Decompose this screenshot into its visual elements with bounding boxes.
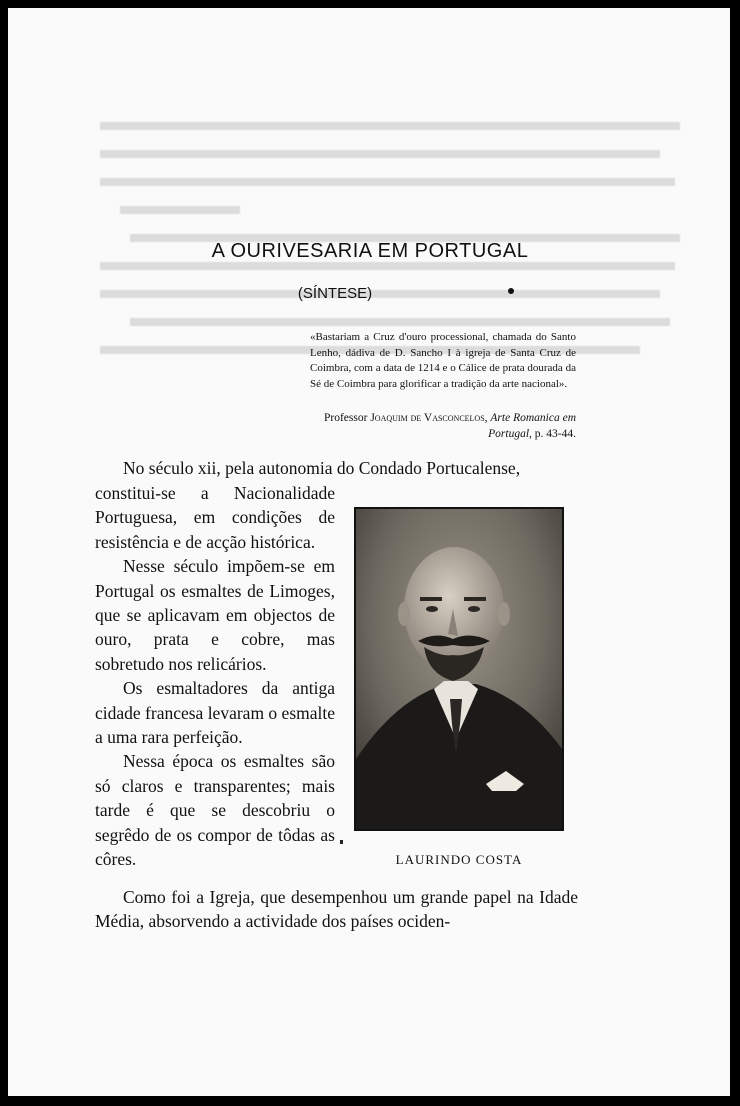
paragraph-1-rest: constitui-se a Nacionalidade Portuguesa, em condições de resistência e de acção histórica. [95, 483, 335, 552]
print-speck-2 [340, 840, 343, 844]
paragraph-5: Como foi a Igreja, que desempenhou um grande papel na Idade Média, absorvendo a actividade dos países ociden- [95, 887, 578, 932]
paragraph-2: Nesse século impõem-se em Portugal os esmaltes de Limoges, que se aplicavam em objectos de ouro, prata e cobre, mas sobretudo nos relicários. [95, 556, 335, 674]
paragraph-4: Nessa época os esmaltes são só claros e transparentes; mais tarde é que se descobriu o segrêdo de os compor de tôdas as côres. [95, 751, 335, 870]
paragraph-3: Os esmaltadores da antiga cidade francesa levaram o esmalte a uma rara perfeição. [95, 678, 336, 748]
photo-caption: LAURINDO COSTA [395, 852, 523, 867]
narrow-column [95, 481, 335, 872]
paragraph-1-start: No século xii, pela autonomia do Condado Portucalense, [123, 458, 521, 478]
attribution-prefix: Professor [324, 412, 368, 424]
attribution-work: Arte Romanica em Portugal, [488, 412, 576, 440]
article-title: A OURIVESARIA EM PORTUGAL [211, 240, 529, 262]
portrait-photo [354, 507, 564, 831]
paragraph-1-first-line [95, 456, 578, 480]
print-speck [508, 288, 514, 294]
portrait-illustration [356, 509, 562, 829]
article-subtitle: (SÍNTESE) [297, 285, 373, 302]
paragraph-5-block [95, 885, 578, 934]
attribution-author: Joaquim de Vasconcelos, [370, 412, 488, 424]
attribution-pages: p. 43-44. [534, 428, 576, 440]
bleed-through-lines [100, 112, 680, 362]
epigraph-quote: «Bastariam a Cruz d'ouro processional, chamada do Santo Lenho, dádiva de D. Sancho I à igreja de Santa Cruz de Coimbra, com a data de 1214 e o Cálice de prata dourada da Sé de Coimbra para glorificar a tradição da arte nacional». [310, 331, 576, 390]
epigraph-attribution [290, 410, 576, 442]
